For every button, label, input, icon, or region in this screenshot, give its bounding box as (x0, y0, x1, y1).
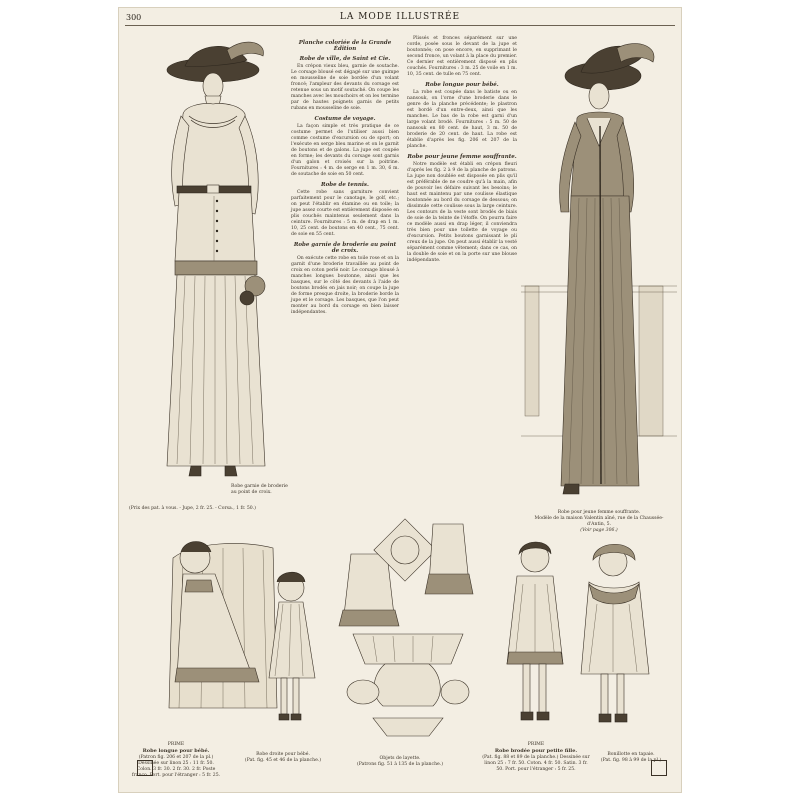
running-title: LA MODE ILLUSTRÉE (339, 12, 461, 22)
right-text-column (407, 36, 517, 266)
caption-child-detail: (Pat. fig. 45 et 46 de la planche.) (244, 758, 322, 763)
section-heading: Robe pour jeune femme souffrante. (407, 154, 517, 160)
section-heading: Robe garnie de broderie au point de croix. (293, 242, 397, 254)
section-text: Cette robe sans garniture convient parfaitement pour le canotage, le golf, etc.; on peut l'établir en étamine ou en toile; la jupe assez courte est entièrement disposée en plis couchés maintenus seulement dans la ceinture. Fournitures : 5 m. de drap en 1 m. 10, 25 cent. de boutons en 40 cent., 75 cent. de soie en 55 cent. (291, 190, 399, 237)
center-text-column (291, 36, 399, 318)
section-text: Notre modèle est établi en crépon fleuri d'après les fig. 2 à 9 de la planche de patrons. La jupe non doublée est disposée en plis qu'il est préférable de ne coudre qu'à la main, afin de pouvoir les défaire suivant les besoins; le haut est maintenu par une coulisse élastique boutonnée au bord du corsage de dessous; on dissimule cette coulisse sous la large ceinture. Les contours de la veste sont brodés de biais de soie de la teinte de l'étoffe. On pourra faire ce modèle aussi en drap léger, il conviendra très bien pour une toilette de voyage ou d'excursion. Petits boutons garnissant le pli creux de la jupe. On peut aussi établir la vesté séparément comme vêtement; dans ce cas, on la double de soie et on la porte sur une blouse indépendante. (407, 162, 517, 263)
caption-child-dress (243, 752, 323, 764)
right-figure-see: (Voir page 306.) (580, 528, 618, 533)
caption-prime-label: PRIME (527, 742, 545, 747)
caption-girl-detail: (Pat. fig. 88 et 89 de la planche.) Dessinée sur linon 25 : 7 fr. 50. Coton. 4 fr. 50. Satin. 3 fr. 50. Port. pour l'étranger : 5 fr. 25. (482, 755, 590, 772)
right-figure-caption (529, 510, 669, 534)
illustration-woman-suit (155, 36, 283, 514)
illustration-little-girls (489, 534, 667, 748)
section-text: On exécute cette robe en toile rose et on la garnit d'une broderie travaillée au point de croix en coton perlé noir. Le corsage blousé à manches longues boutonne, ainsi que les basques, sur le côté des devants à l'aide de boutons brodés en jais noir; on coupe la jupe de forme presque droite, la broderie borde la jupe et le corsage. Les basques, que l'on peut monter au bord du corsage en bien laisser indépendantes. (291, 256, 399, 315)
section-heading: Costume de voyage. (314, 116, 376, 122)
section-heading: Robe longue pour bébé. (425, 82, 499, 88)
caption-baby-detail: (Patron fig. 206 et 207 de la pl.) Dessinée sur linon 25 : 11 fr. 50. Colon. 3 fr. 30. 2 fr. 30. 2 fr. Poste franco. Port. pour l'étranger : 5 fr. 25. (131, 755, 221, 778)
right-figure-note: Modèle de la maison Valentin aîné, rue de la Chaussée-d'Antin, 5. (534, 516, 664, 527)
left-figure-prices: (Prix des pat. à vous. - Jupe, 2 fr. 25. - Corsa., 1 fr. 50.) (129, 506, 256, 511)
page-header (119, 8, 681, 26)
corner-ornament-icon (651, 760, 667, 776)
right-figure-title: Robe pour jeune femme souffrante. (557, 510, 641, 515)
caption-girl-dress (481, 742, 591, 773)
section-text: Plissés et fronces séparément sur une corde, posée sous le devant de la jupe et boutonnés; on pose encore, en supprimant le second fronce, un volant à la place du premier. Ce dernier est entièrement disposé en plis couchés. Fournitures : 3 m. 25 de voile en 1 m. 10, 35 cent. de tulle en 75 cent. (407, 36, 517, 77)
section-text: En crépon vieux bleu, garnie de soutache. Le corsage blousé est dégagé sur une guimpe en mousseline de soie bordée d'un volant froncé; l'ampleur des devants du corsage est retenue sous un motif soutaché. On coupe les manches avec les mouchoirs et on les termine par de hautes poignets garnis de petits rubans en mousseline de soie. (291, 64, 399, 111)
header-rule (125, 25, 675, 26)
caption-child-title: Robe droite pour bébé. (256, 752, 310, 757)
caption-baby-title: Robe longue pour bébé. (142, 748, 210, 754)
section-heading: Robe de tennis. (321, 182, 369, 188)
corner-ornament-icon (137, 760, 153, 776)
caption-layette (345, 756, 455, 768)
caption-layette-detail: (Patrons fig. 51 à 135 de la planche.) (356, 762, 444, 767)
caption-girl-title: Robe brodée pour petite fille. (494, 748, 578, 754)
illustration-layette (333, 514, 483, 746)
illustration-woman-long-dress (521, 36, 677, 506)
caption-prime-label: PRIME (167, 742, 185, 747)
left-figure-caption: Robe garnie de broderie au point de croix. (231, 484, 288, 495)
illustration-baby-bench (163, 528, 333, 734)
section-text: La robe est coupée dans le batiste ou en nansouk, on l'orne d'une broderie dans le genre de la planche précédente; le plastron est bordé d'un entre-deux, ainsi que les manches. Le bas de la robe est garni d'un large volant brodé. Fournitures : 5 m. 50 de nansouk en 80 cent. de haut, 3 m. 50 de broderie de 20 cent. de haut. La robe est établie d'après les fig. 206 et 207 de la planche. (407, 90, 517, 149)
section-text: La façon simple et très pratique de ce costume permet de l'utiliser aussi bien comme costume d'excursion ou de sport; on l'exécute en serge bleu marine et on le garnit de boutons et de galons. La jupe est coupée en forme; les devants du corsage sont garnis d'un galon et croisés sur la poitrine. Fournitures : 4 m. de serge en 1 m. 30, 6 m. de soutache de soie en 50 cent. (291, 124, 399, 177)
page-number: 300 (126, 13, 142, 22)
caption-bonnet-detail: (Pat. fig. 98 à 99 de la pl.) (600, 758, 662, 763)
section-heading: Robe de ville, de Saint et Cie. (299, 56, 391, 62)
caption-layette-title: Objets de layette. (379, 756, 421, 761)
magazine-page (119, 8, 681, 792)
caption-bonnet-title: Bonillotte en tapaie. (607, 752, 655, 757)
plate-title: Planche coloriée de la Grande Édition (298, 40, 392, 52)
